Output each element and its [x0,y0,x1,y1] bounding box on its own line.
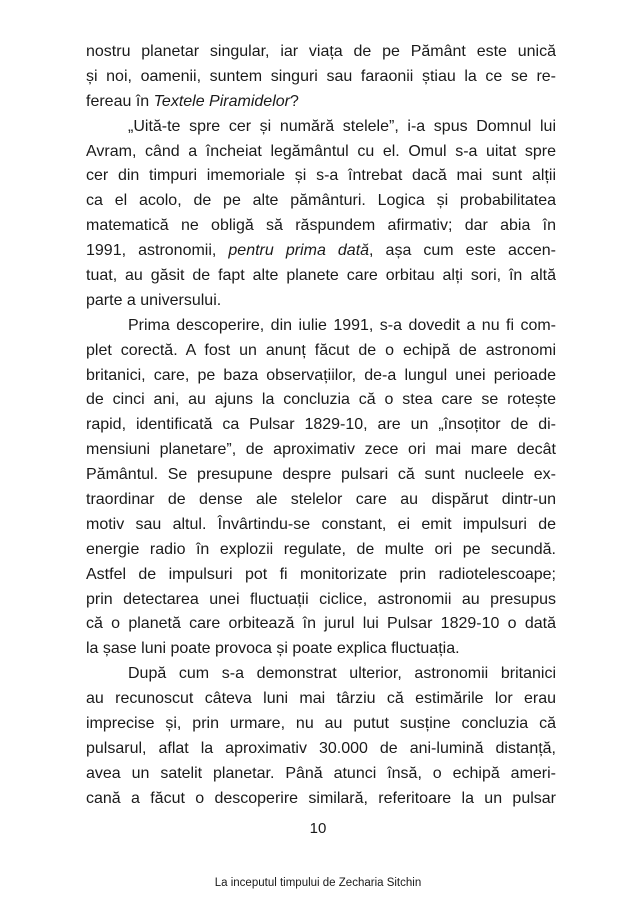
text-line [86,115,556,140]
page-number: 10 [309,820,327,837]
text-line [86,737,556,762]
text-segment: că o planetă care orbitează în jurul lui Pulsar 1829-10 o dată [86,615,556,633]
text-segment: și noi, oamenii, suntem singuri sau faraonii știau la ce se re- [86,67,556,85]
text-segment: cană a făcut o descoperire similară, referitoare la un pulsar [86,789,556,807]
text-segment: Astfel de impulsuri pot fi monitorizate prin radiotelescoape; [86,565,556,583]
text-segment: , așa cum este accen- [369,242,556,260]
text-segment: motiv sau altul. Învârtindu-se constant, ei emit impulsuri de [86,515,556,533]
text-line [86,712,556,737]
text-segment: „Uită-te spre cer și numără stelele”, i-a spus Domnul lui [128,117,556,135]
text-segment: pulsarul, aflat la aproximativ 30.000 de ani-lumină distanță, [86,739,556,757]
text-line [86,513,556,538]
text-line [86,612,556,637]
text-segment: prin detectarea unei fluctuații ciclice, astronomii au presupus [86,590,556,608]
text-line [86,588,556,613]
text-line [86,662,556,687]
text-segment: rapid, identificată ca Pulsar 1829-10, are un „însoțitor de di- [86,416,556,434]
text-line [86,314,556,339]
body-text [86,40,556,812]
text-line [86,762,556,787]
text-segment: cer din timpuri imemoriale și s-a întrebat dacă mai sunt alții [86,167,556,185]
text-line [86,563,556,588]
text-line [86,40,556,65]
text-segment: au recunoscut câteva luni mai târziu că estimările lor erau [86,690,556,708]
text-line [86,364,556,389]
text-segment: de cinci ani, au ajuns la concluzia că o stea care se rotește [86,391,556,409]
text-segment: fereau în [86,92,154,110]
text-segment: ca el acolo, de pe alte pământuri. Logica și probabilitatea [86,192,556,210]
text-line [86,463,556,488]
text-segment: parte a universului. [86,291,222,309]
text-line [86,388,556,413]
text-segment: tuat, au găsit de fapt alte planete care orbitau alți sori, în altă [86,267,556,285]
text-line [86,413,556,438]
text-segment: matematică ne obligă să răspundem afirmativ; dar abia în [86,217,556,235]
text-line [86,787,556,812]
text-segment: traordinar de dense ale stelelor care au dispărut dintr-un [86,491,556,509]
text-segment: nostru planetar singular, iar viața de pe Pământ este unică [86,43,556,60]
text-segment: mensiuni planetare”, de aproximativ zece ori mai mare decât [86,441,556,459]
text-segment: britanici, care, pe baza observațiilor, de-a lungul unei perioade [86,366,556,384]
text-line [86,488,556,513]
text-segment: După cum s-a demonstrat ulterior, astronomii britanici [128,665,556,683]
text-segment: Avram, când a încheiat legământul cu el. Omul s-a uitat spre [86,142,556,160]
text-line [86,538,556,563]
running-footer: La inceputul timpului de Zecharia Sitchin [214,877,422,889]
text-line [86,214,556,239]
text-line [86,687,556,712]
text-segment: la șase luni poate provoca și poate explica fluctuația. [86,640,460,658]
text-segment: Prima descoperire, din iulie 1991, s-a dovedit a nu fi com- [128,316,556,334]
italic-text: pentru prima dată [228,242,370,260]
text-line [86,90,556,115]
text-segment: 1991, astronomii, [86,242,229,260]
italic-text: Textele Piramidelor [153,92,290,110]
text-line [86,637,556,662]
text-segment: energie radio în explozii regulate, de multe ori pe secundă. [86,540,556,558]
text-line [86,140,556,165]
text-line [86,164,556,189]
text-segment: imprecise și, prin urmare, nu au putut susține concluzia că [86,715,556,733]
text-segment: plet corectă. A fost un anunț făcut de o echipă de astronomi [86,341,556,359]
text-line [86,438,556,463]
text-line [86,289,556,314]
text-line [86,65,556,90]
text-line [86,339,556,364]
text-segment: ? [289,92,299,110]
text-segment: avea un satelit planetar. Până atunci însă, o echipă ameri- [86,764,556,782]
text-line [86,239,556,264]
text-line [86,189,556,214]
text-line [86,264,556,289]
text-segment: Pământul. Se presupune despre pulsari că sunt nucleele ex- [86,466,556,484]
